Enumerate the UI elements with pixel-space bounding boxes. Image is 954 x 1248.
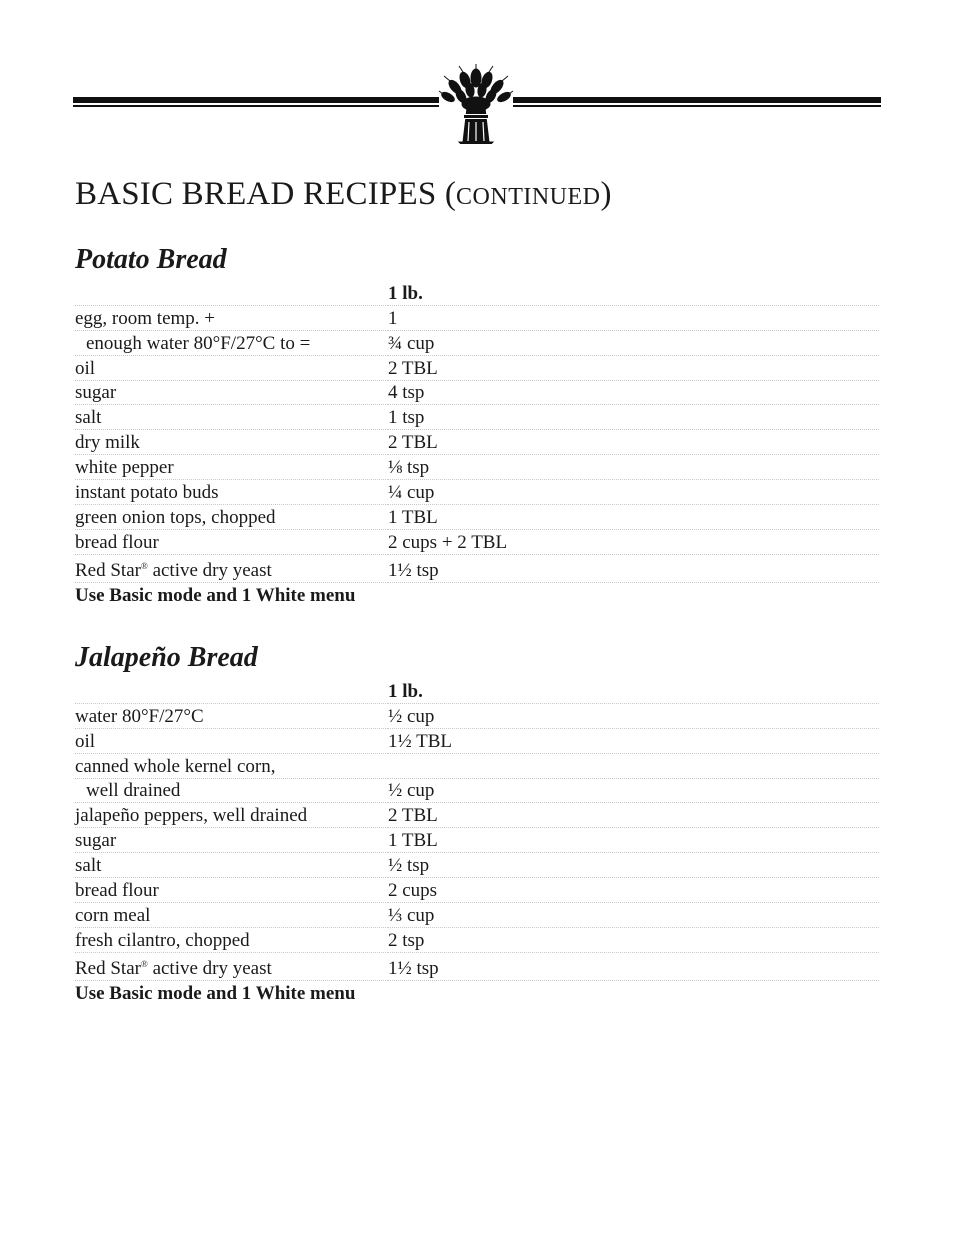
amount-cell: 1½ tsp (388, 554, 879, 582)
ingredient-cell: water 80°F/27°C (75, 703, 388, 728)
amount-cell: 1 TBL (388, 828, 879, 853)
ingredients-table (75, 281, 879, 607)
recipe-heading: Potato Bread (75, 244, 227, 275)
size-header: 1 lb. (388, 281, 879, 305)
table-row (75, 903, 879, 928)
table-row (75, 305, 879, 330)
amount-cell: 1 tsp (388, 405, 879, 430)
table-row (75, 380, 879, 405)
amount-cell (388, 753, 879, 778)
ingredient-cell: salt (75, 853, 388, 878)
table-row (75, 778, 879, 803)
ingredient-text: active dry yeast (147, 559, 272, 581)
ingredient-cell: bread flour (75, 529, 388, 554)
table-row (75, 927, 879, 952)
table-row (75, 728, 879, 753)
mode-instruction: Use Basic mode and 1 White menu (75, 584, 356, 606)
table-row (75, 803, 879, 828)
ingredient-text: well drained (86, 780, 181, 802)
header-rule-left (73, 97, 439, 109)
table-footer-row (75, 582, 879, 606)
ingredient-header (75, 281, 388, 305)
table-row (75, 952, 879, 980)
table-row (75, 529, 879, 554)
page-title-main: BASIC BREAD RECIPES ( (75, 176, 457, 212)
ingredient-cell: dry milk (75, 430, 388, 455)
amount-cell: ½ tsp (388, 853, 879, 878)
amount-cell: ⅛ tsp (388, 455, 879, 480)
brand-name: Red Star (75, 957, 141, 979)
ingredient-cell (75, 330, 388, 355)
amount-cell: 1 (388, 305, 879, 330)
table-row (75, 480, 879, 505)
header-rule-right (513, 97, 881, 109)
amount-cell: ¾ cup (388, 330, 879, 355)
ingredient-cell: sugar (75, 380, 388, 405)
ingredient-cell: instant potato buds (75, 480, 388, 505)
table-row (75, 878, 879, 903)
table-row (75, 330, 879, 355)
amount-cell: 2 TBL (388, 355, 879, 380)
ingredient-cell: sugar (75, 828, 388, 853)
table-row (75, 505, 879, 530)
ingredient-cell: corn meal (75, 903, 388, 928)
recipe-potato-bread (75, 239, 879, 607)
ingredient-cell (75, 778, 388, 803)
table-row (75, 703, 879, 728)
ingredient-cell (75, 554, 388, 582)
amount-cell: ⅓ cup (388, 903, 879, 928)
recipe-heading: Jalapeño Bread (75, 642, 258, 673)
ingredients-table (75, 679, 879, 1005)
ingredient-cell: oil (75, 355, 388, 380)
amount-cell: ¼ cup (388, 480, 879, 505)
amount-cell: 1½ tsp (388, 952, 879, 980)
ingredient-cell: canned whole kernel corn, (75, 753, 388, 778)
ingredient-text: enough water 80°F/27°C to = (86, 332, 311, 354)
registered-mark: ® (140, 560, 148, 571)
ingredient-cell: white pepper (75, 455, 388, 480)
amount-cell: 2 cups + 2 TBL (388, 529, 879, 554)
table-row (75, 554, 879, 582)
amount-cell: 1½ TBL (388, 728, 879, 753)
ingredient-cell: egg, room temp. + (75, 305, 388, 330)
table-header-row (75, 679, 879, 703)
page-title-continued: CONTINUED (456, 184, 601, 210)
mode-instruction: Use Basic mode and 1 White menu (75, 982, 356, 1004)
amount-cell: ½ cup (388, 778, 879, 803)
amount-cell: 2 cups (388, 878, 879, 903)
registered-mark: ® (140, 958, 148, 969)
amount-cell: ½ cup (388, 703, 879, 728)
page-title (75, 176, 612, 213)
table-row (75, 828, 879, 853)
table-row (75, 853, 879, 878)
amount-cell: 2 tsp (388, 927, 879, 952)
table-row (75, 753, 879, 778)
recipe-jalapeno-bread (75, 637, 879, 1005)
amount-cell: 1 TBL (388, 505, 879, 530)
amount-cell: 2 TBL (388, 803, 879, 828)
ingredient-cell (75, 952, 388, 980)
amount-cell: 2 TBL (388, 430, 879, 455)
ingredient-header (75, 679, 388, 703)
table-row (75, 405, 879, 430)
amount-cell: 4 tsp (388, 380, 879, 405)
ingredient-text: active dry yeast (147, 957, 272, 979)
size-header: 1 lb. (388, 679, 879, 703)
ingredient-cell: jalapeño peppers, well drained (75, 803, 388, 828)
ingredient-cell: fresh cilantro, chopped (75, 927, 388, 952)
ingredient-cell: bread flour (75, 878, 388, 903)
table-row (75, 430, 879, 455)
brand-name: Red Star (75, 559, 141, 581)
table-footer-row (75, 980, 879, 1004)
table-header-row (75, 281, 879, 305)
ingredient-cell: salt (75, 405, 388, 430)
page-title-close: ) (600, 176, 612, 212)
ingredient-cell: oil (75, 728, 388, 753)
wheat-sheaf-icon (439, 64, 513, 144)
table-row (75, 355, 879, 380)
table-row (75, 455, 879, 480)
ingredient-cell: green onion tops, chopped (75, 505, 388, 530)
